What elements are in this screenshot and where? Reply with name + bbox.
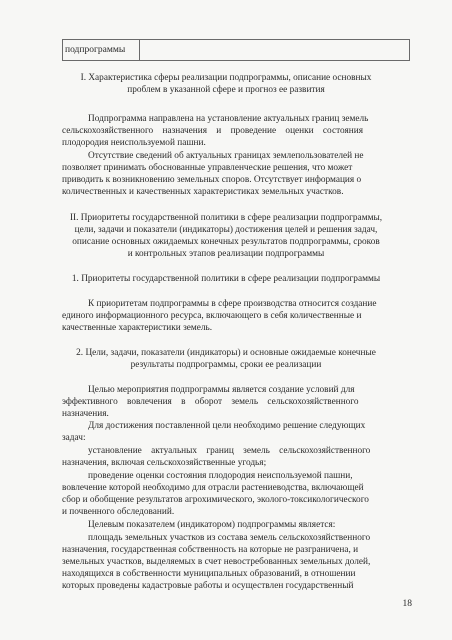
subsection1-title: 1. Приоритеты государственной политики в сфере реализации подпрограммы — [71, 274, 381, 284]
section1-para1-line: плодородия неиспользуемой пашни. — [62, 138, 206, 148]
section1-para2-line: приводить к возникновению земельных споров. Отсутствует информация о — [62, 175, 362, 185]
subsection2-para2-line: Для достижения поставленной цели необходимо решение следующих — [88, 421, 366, 431]
subsection2-indicator-line: которых проведены кадастровые работы и осуществлен государственный — [62, 581, 354, 591]
subsection2-indicator-line: находящихся в собственности муниципальных образований, в отношении — [62, 569, 356, 579]
subsection2-task2-line: вовлечение которой необходимо для отрасли растениеводства, включающей — [62, 483, 364, 493]
subsection2-para1-line: назначения. — [62, 409, 109, 419]
subsection2-title-line: результаты подпрограммы, сроки ее реализации — [130, 360, 322, 370]
subsection2-para1-line: эффективного вовлечения в оборот земель сельскохозяйственного — [62, 397, 359, 407]
page-number: 18 — [402, 599, 412, 609]
section1-para2-line: Отсутствие сведений об актуальных границах землепользователей не — [88, 151, 364, 161]
subsection1-para-line: качественные характеристики земель. — [62, 323, 213, 333]
subsection2-para2-line: задач: — [62, 433, 86, 443]
subsection2-indicator-line: земельных участков, выделяемых в счет невостребованных земельных долей, — [62, 557, 371, 567]
header-table — [62, 39, 410, 61]
section1-para1-line: сельскохозяйственного назначения и проведение оценки состояния — [62, 126, 363, 136]
subsection2-indicator-line: площадь земельных участков из состава земель сельскохозяйственного — [88, 533, 371, 543]
header-table-text: подпрограммы — [65, 45, 126, 55]
section2-title-line: II. Приоритеты государственной политики в сфере реализации подпрограммы, — [69, 213, 383, 223]
section1-para2-line: позволяет принимать обоснованные управленческие решения, что может — [62, 163, 353, 173]
section2-title-line: описание основных ожидаемых конечных результатов подпрограммы, сроков — [72, 237, 380, 247]
subsection2-task1-line: назначения, включая сельскохозяйственные угодья; — [62, 458, 267, 468]
section1-title-line: проблем в указанной сфере и прогноз ее развития — [127, 85, 325, 95]
section1-para2-line: количественных и качественных характеристиках земельных участков. — [62, 187, 344, 197]
subsection2-task2-line: сбор и обобщение результатов агрохимического, эколого-токсикологического — [62, 495, 369, 505]
section1-para1-line: Подпрограмма направлена на установление актуальных границ земель — [88, 114, 369, 124]
subsection2-indicator-line: назначения, государственная собственность на которые не разграничена, и — [62, 545, 359, 555]
subsection2-task2-line: проведение оценки состояния плодородия неиспользуемой пашни, — [88, 471, 353, 481]
section1-title-line: I. Характеристика сферы реализации подпрограммы, описание основных — [80, 73, 372, 83]
subsection1-para-line: К приоритетам подпрограммы в сфере производства относится создание — [88, 299, 377, 309]
subsection2-task1-line: установление актуальных границ земель сельскохозяйственного — [88, 446, 371, 456]
section2-title-line: цели, задачи и показатели (индикаторы) достижения целей и решения задач, — [74, 225, 378, 235]
subsection1-para-line: единого информационного ресурса, включающего в себя количественные и — [62, 311, 362, 321]
subsection2-indicator-intro: Целевым показателем (индикатором) подпрограммы является: — [88, 520, 336, 530]
subsection2-title-line: 2. Цели, задачи, показатели (индикаторы) и основные ожидаемые конечные — [76, 348, 376, 358]
subsection2-task2-line: и почвенного обследований. — [62, 507, 175, 517]
section2-title-line: и контрольных этапов реализации подпрограммы — [127, 249, 325, 259]
subsection2-para1-line: Целью мероприятия подпрограммы является создание условий для — [88, 385, 355, 395]
